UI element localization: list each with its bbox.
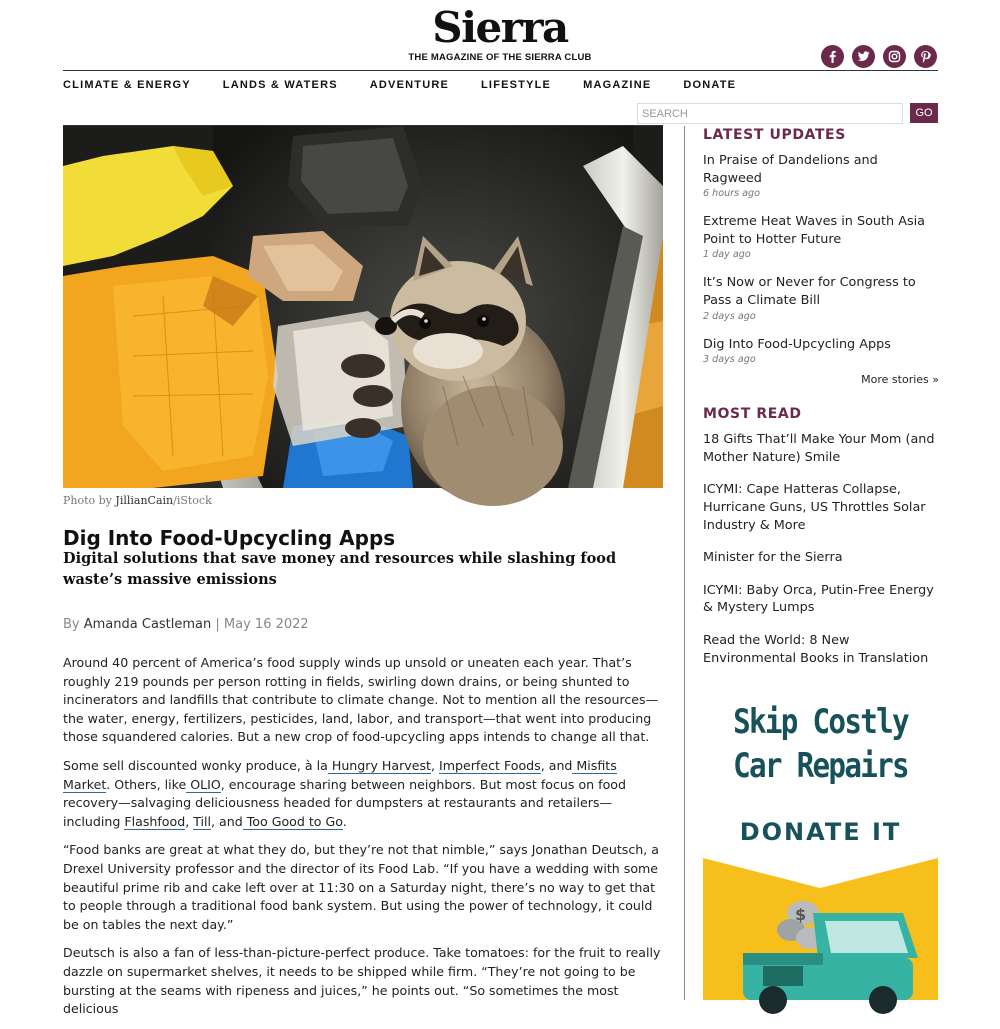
most-read-item[interactable]: Read the World: 8 New Environmental Books in Translation <box>703 632 929 666</box>
paragraph: Deutsch is also a fan of less-than-picture-perfect produce. Take tomatoes: for the fruit to really dazzle on supermarket shelves, it needs to be shipped while firm. “They’re not going to be bursting at the seams with ripeness and juices,” he points out. “So sometimes the most delicious <box>63 945 661 1017</box>
header-rule <box>63 70 938 71</box>
latest-item[interactable] <box>703 213 939 260</box>
svg-text:$: $ <box>795 905 807 924</box>
article-title: Dig Into Food-Upcycling Apps <box>63 526 396 550</box>
most-read-item[interactable]: ICYMI: Cape Hatteras Collapse, Hurricane Guns, US Throttles Solar Industry & More <box>703 482 926 533</box>
hero-photo <box>63 126 663 488</box>
paragraph: “Food banks are great at what they do, but they’re not that nimble,” says Jonathan Deutsch, a Drexel University professor and the director of its Food Lab. “If you have a wedding with some beautiful prime rib and cake left over at 11:30 on a Saturday night, there’s no way to get that to people through a traditional food bank system. But using the power of technology, it could be on tables the next day.” <box>63 842 660 932</box>
link-too-good-to-go[interactable]: Too Good to Go <box>242 813 343 829</box>
latest-item-time: 1 day ago <box>703 249 751 261</box>
article-dek: Digital solutions that save money and resources while slashing food waste’s massive emissions <box>63 550 617 588</box>
latest-item[interactable] <box>703 274 939 321</box>
latest-item-title[interactable]: In Praise of Dandelions and Ragweed <box>703 153 878 186</box>
article-body <box>63 654 668 1029</box>
more-stories-link[interactable]: More stories » <box>861 373 939 387</box>
latest-item-time: 3 days ago <box>703 354 756 366</box>
latest-item-title[interactable]: Dig Into Food-Upcycling Apps <box>703 336 891 352</box>
latest-item-time: 6 hours ago <box>703 188 761 200</box>
ad-car-illustration <box>703 858 938 1000</box>
latest-item[interactable] <box>703 336 939 366</box>
photographer-link[interactable]: JillianCain <box>115 494 174 507</box>
pinterest-icon[interactable] <box>914 45 937 68</box>
column-divider <box>684 126 685 1000</box>
nav-lands-waters[interactable]: LANDS & WATERS <box>222 79 338 91</box>
link-misfits-market[interactable]: Misfits Market <box>63 757 617 792</box>
link-olio[interactable]: OLIO <box>186 776 221 792</box>
social-links <box>821 45 937 68</box>
latest-item-title[interactable]: Extreme Heat Waves in South Asia Point to Hotter Future <box>703 214 926 247</box>
author-link[interactable]: Amanda Castleman <box>83 617 212 632</box>
paragraph: Some sell discounted wonky produce, à la Hungry Harvest, Imperfect Foods, and Misfits Market. Others, like OLIO, encourage sharing between neighbors. But most focus on food recovery—salvaging deliciousness headed for dumpsters at restaurants and retailers—including Flashfood, Till, and Too Good to Go. <box>63 757 626 829</box>
latest-item-time: 2 days ago <box>703 310 756 322</box>
link-flashfood[interactable]: Flashfood <box>124 813 186 829</box>
most-read-heading: MOST READ <box>703 406 802 423</box>
sidebar <box>703 127 939 667</box>
latest-item[interactable] <box>703 152 939 199</box>
sierra-logo[interactable]: Sierra <box>432 3 568 52</box>
twitter-icon[interactable] <box>852 45 875 68</box>
ad-donate-cta: DONATE IT <box>739 818 902 846</box>
search-input[interactable] <box>637 103 903 124</box>
search-bar <box>637 103 938 124</box>
paragraph: Around 40 percent of America’s food supply winds up unsold or uneaten each year. That’s roughly 219 pounds per person rotting in fields, swirling down drains, or being shunted to incinerators and landfills that contribute to climate change. Not to mention all the resources—the water, energy, fertilizers, pesticides, land, labor, and transport—that went into producing those squandered calories. But a new crop of food-upcycling apps intends to change all that. <box>63 655 659 745</box>
ad-headline-line1: Skip Costly <box>733 702 908 742</box>
link-till[interactable]: Till <box>193 813 212 829</box>
latest-item-title[interactable]: It’s Now or Never for Congress to Pass a Climate Bill <box>703 275 916 308</box>
most-read-item[interactable]: ICYMI: Baby Orca, Putin-Free Energy & Mystery Lumps <box>703 582 934 616</box>
latest-updates-heading: LATEST UPDATES <box>703 127 846 143</box>
most-read-item[interactable]: 18 Gifts That’ll Make Your Mom (and Mother Nature) Smile <box>703 432 935 465</box>
facebook-icon[interactable] <box>821 45 844 68</box>
instagram-icon[interactable] <box>883 45 906 68</box>
publish-date: May 16 2022 <box>223 617 309 632</box>
search-go-button[interactable]: GO <box>910 103 938 123</box>
nav-adventure[interactable]: ADVENTURE <box>369 79 450 91</box>
most-read-item[interactable]: Minister for the Sierra <box>703 550 843 566</box>
byline: By Amanda Castleman | May 16 2022 <box>63 617 309 632</box>
nav-climate-energy[interactable]: CLIMATE & ENERGY <box>63 79 191 91</box>
nav-lifestyle[interactable]: LIFESTYLE <box>481 79 552 91</box>
link-imperfect-foods[interactable]: Imperfect Foods <box>439 757 541 773</box>
link-hungry-harvest[interactable]: Hungry Harvest <box>327 757 431 773</box>
ad-banner[interactable] <box>703 700 938 1000</box>
main-nav <box>63 79 736 91</box>
nav-magazine[interactable]: MAGAZINE <box>583 79 652 91</box>
ad-headline-line2: Car Repairs <box>733 746 908 786</box>
photo-credit: Photo by JillianCain/iStock <box>63 494 212 507</box>
tagline: THE MAGAZINE OF THE SIERRA CLUB <box>408 52 592 63</box>
nav-donate[interactable]: DONATE <box>683 79 737 91</box>
